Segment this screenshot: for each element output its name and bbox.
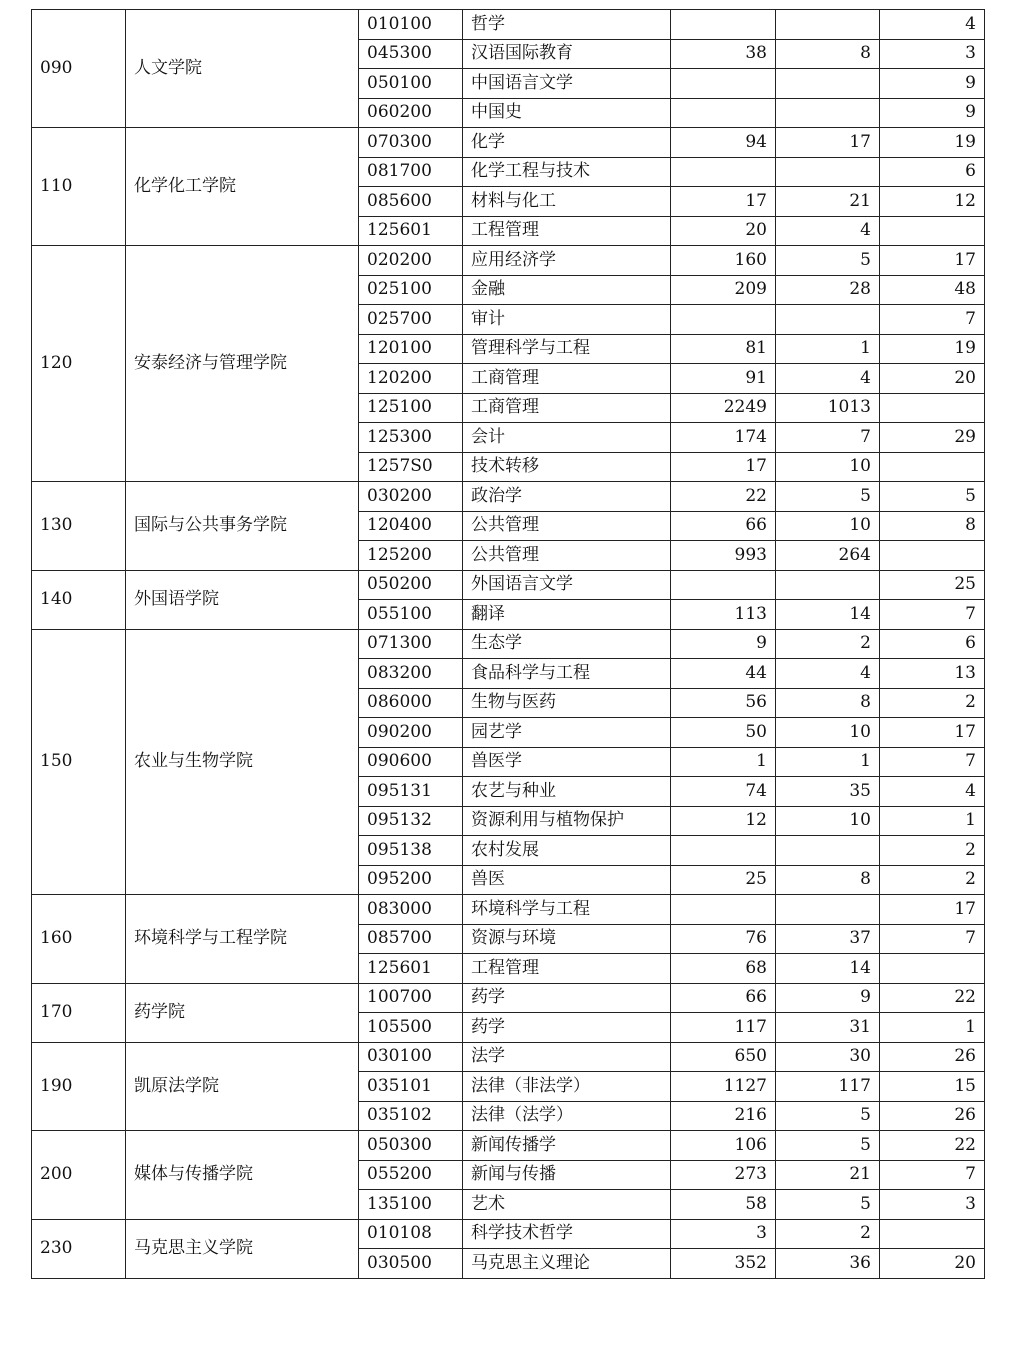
major-name: 兽医 [463, 865, 671, 895]
major-code: 120400 [359, 511, 463, 541]
college-code: 130 [32, 482, 126, 571]
count-col1: 58 [671, 1190, 776, 1220]
count-col1: 273 [671, 1160, 776, 1190]
major-code: 125100 [359, 393, 463, 423]
college-name: 安泰经济与管理学院 [126, 246, 359, 482]
major-name: 化学工程与技术 [463, 157, 671, 187]
count-col1: 9 [671, 629, 776, 659]
count-col3: 20 [880, 364, 985, 394]
major-name: 外国语言文学 [463, 570, 671, 600]
count-col3: 48 [880, 275, 985, 305]
count-col3: 19 [880, 334, 985, 364]
college-code: 120 [32, 246, 126, 482]
major-code: 086000 [359, 688, 463, 718]
major-code: 090200 [359, 718, 463, 748]
count-col2: 1 [776, 334, 880, 364]
major-code: 100700 [359, 983, 463, 1013]
count-col2: 36 [776, 1249, 880, 1279]
college-name: 环境科学与工程学院 [126, 895, 359, 984]
count-col3 [880, 541, 985, 571]
major-code: 010108 [359, 1219, 463, 1249]
count-col2 [776, 10, 880, 40]
count-col3: 26 [880, 1101, 985, 1131]
table-row [32, 570, 985, 600]
major-code: 120100 [359, 334, 463, 364]
count-col2: 10 [776, 511, 880, 541]
major-code: 035102 [359, 1101, 463, 1131]
count-col1: 352 [671, 1249, 776, 1279]
count-col1: 76 [671, 924, 776, 954]
count-col2: 30 [776, 1042, 880, 1072]
college-name: 凯原法学院 [126, 1042, 359, 1131]
count-col2: 28 [776, 275, 880, 305]
major-name: 应用经济学 [463, 246, 671, 276]
count-col1: 25 [671, 865, 776, 895]
count-col2: 5 [776, 246, 880, 276]
count-col3: 25 [880, 570, 985, 600]
count-col1: 12 [671, 806, 776, 836]
major-name: 科学技术哲学 [463, 1219, 671, 1249]
count-col1: 2249 [671, 393, 776, 423]
count-col1: 216 [671, 1101, 776, 1131]
major-code: 030100 [359, 1042, 463, 1072]
major-name: 会计 [463, 423, 671, 453]
count-col2 [776, 836, 880, 866]
count-col1: 91 [671, 364, 776, 394]
major-name: 工商管理 [463, 393, 671, 423]
count-col2 [776, 157, 880, 187]
major-code: 095131 [359, 777, 463, 807]
count-col2: 2 [776, 629, 880, 659]
major-name: 生物与医药 [463, 688, 671, 718]
table-row [32, 1219, 985, 1249]
count-col1: 74 [671, 777, 776, 807]
major-name: 马克思主义理论 [463, 1249, 671, 1279]
college-code: 160 [32, 895, 126, 984]
count-col3: 17 [880, 246, 985, 276]
major-code: 095138 [359, 836, 463, 866]
college-name: 马克思主义学院 [126, 1219, 359, 1278]
count-col3: 1 [880, 806, 985, 836]
major-name: 技术转移 [463, 452, 671, 482]
count-col1 [671, 895, 776, 925]
count-col2: 5 [776, 1190, 880, 1220]
count-col3: 29 [880, 423, 985, 453]
table-row [32, 10, 985, 40]
count-col1 [671, 157, 776, 187]
count-col1: 66 [671, 983, 776, 1013]
major-code: 085700 [359, 924, 463, 954]
count-col2: 14 [776, 600, 880, 630]
count-col1 [671, 10, 776, 40]
table-row [32, 629, 985, 659]
major-code: 045300 [359, 39, 463, 69]
major-code: 070300 [359, 128, 463, 158]
count-col1: 209 [671, 275, 776, 305]
table-body [32, 10, 985, 1279]
major-code: 050200 [359, 570, 463, 600]
major-name: 管理科学与工程 [463, 334, 671, 364]
college-name: 化学化工学院 [126, 128, 359, 246]
major-name: 园艺学 [463, 718, 671, 748]
college-name: 外国语学院 [126, 570, 359, 629]
count-col3: 7 [880, 1160, 985, 1190]
count-col1 [671, 69, 776, 99]
major-code: 060200 [359, 98, 463, 128]
major-code: 025700 [359, 305, 463, 335]
major-code: 025100 [359, 275, 463, 305]
count-col1: 650 [671, 1042, 776, 1072]
major-name: 农村发展 [463, 836, 671, 866]
major-name: 药学 [463, 983, 671, 1013]
major-name: 工程管理 [463, 954, 671, 984]
major-code: 030500 [359, 1249, 463, 1279]
count-col3: 3 [880, 1190, 985, 1220]
major-code: 083000 [359, 895, 463, 925]
major-code: 081700 [359, 157, 463, 187]
college-code: 140 [32, 570, 126, 629]
count-col3: 2 [880, 688, 985, 718]
count-col1: 50 [671, 718, 776, 748]
count-col3: 2 [880, 836, 985, 866]
college-code: 230 [32, 1219, 126, 1278]
count-col3: 4 [880, 10, 985, 40]
count-col3: 3 [880, 39, 985, 69]
count-col3: 17 [880, 895, 985, 925]
count-col2: 17 [776, 128, 880, 158]
major-code: 071300 [359, 629, 463, 659]
count-col1: 68 [671, 954, 776, 984]
count-col1: 17 [671, 452, 776, 482]
major-name: 新闻传播学 [463, 1131, 671, 1161]
major-name: 兽医学 [463, 747, 671, 777]
count-col3: 7 [880, 600, 985, 630]
count-col2: 5 [776, 1131, 880, 1161]
count-col1 [671, 305, 776, 335]
major-name: 中国史 [463, 98, 671, 128]
major-code: 010100 [359, 10, 463, 40]
count-col3: 7 [880, 924, 985, 954]
college-name: 国际与公共事务学院 [126, 482, 359, 571]
count-col1: 993 [671, 541, 776, 571]
count-col3: 13 [880, 659, 985, 689]
major-name: 翻译 [463, 600, 671, 630]
count-col2: 10 [776, 452, 880, 482]
college-name: 媒体与传播学院 [126, 1131, 359, 1220]
major-code: 055200 [359, 1160, 463, 1190]
major-code: 1257S0 [359, 452, 463, 482]
major-code: 105500 [359, 1013, 463, 1043]
major-name: 汉语国际教育 [463, 39, 671, 69]
major-code: 050100 [359, 69, 463, 99]
count-col1: 174 [671, 423, 776, 453]
major-name: 化学 [463, 128, 671, 158]
major-code: 095200 [359, 865, 463, 895]
count-col2: 4 [776, 659, 880, 689]
major-name: 法学 [463, 1042, 671, 1072]
count-col3: 2 [880, 865, 985, 895]
count-col1 [671, 98, 776, 128]
count-col2: 264 [776, 541, 880, 571]
major-name: 中国语言文学 [463, 69, 671, 99]
major-name: 工程管理 [463, 216, 671, 246]
count-col3: 22 [880, 1131, 985, 1161]
count-col3: 7 [880, 747, 985, 777]
table-row [32, 895, 985, 925]
college-code: 190 [32, 1042, 126, 1131]
count-col2: 5 [776, 482, 880, 512]
count-col2: 21 [776, 187, 880, 217]
count-col2: 4 [776, 364, 880, 394]
college-name: 农业与生物学院 [126, 629, 359, 895]
count-col1: 20 [671, 216, 776, 246]
count-col1: 94 [671, 128, 776, 158]
count-col3: 5 [880, 482, 985, 512]
count-col3 [880, 452, 985, 482]
count-col1: 22 [671, 482, 776, 512]
major-name: 资源与环境 [463, 924, 671, 954]
major-name: 药学 [463, 1013, 671, 1043]
count-col3 [880, 954, 985, 984]
count-col3: 9 [880, 98, 985, 128]
major-code: 135100 [359, 1190, 463, 1220]
count-col3: 15 [880, 1072, 985, 1102]
major-name: 材料与化工 [463, 187, 671, 217]
count-col1: 117 [671, 1013, 776, 1043]
table-row [32, 246, 985, 276]
count-col3: 26 [880, 1042, 985, 1072]
count-col2: 8 [776, 865, 880, 895]
count-col3 [880, 1219, 985, 1249]
count-col1: 106 [671, 1131, 776, 1161]
college-code: 200 [32, 1131, 126, 1220]
count-col2: 2 [776, 1219, 880, 1249]
count-col3: 17 [880, 718, 985, 748]
count-col2: 117 [776, 1072, 880, 1102]
major-code: 083200 [359, 659, 463, 689]
count-col2: 4 [776, 216, 880, 246]
count-col3: 6 [880, 157, 985, 187]
major-name: 食品科学与工程 [463, 659, 671, 689]
count-col3: 7 [880, 305, 985, 335]
major-name: 公共管理 [463, 541, 671, 571]
count-col2: 21 [776, 1160, 880, 1190]
count-col1: 66 [671, 511, 776, 541]
count-col1 [671, 570, 776, 600]
table-row [32, 128, 985, 158]
count-col2: 10 [776, 718, 880, 748]
admissions-table [31, 9, 985, 1279]
count-col1: 1127 [671, 1072, 776, 1102]
count-col1: 81 [671, 334, 776, 364]
count-col2: 9 [776, 983, 880, 1013]
count-col2: 8 [776, 688, 880, 718]
major-code: 125300 [359, 423, 463, 453]
major-name: 新闻与传播 [463, 1160, 671, 1190]
major-name: 哲学 [463, 10, 671, 40]
table-row [32, 482, 985, 512]
major-code: 055100 [359, 600, 463, 630]
count-col1: 56 [671, 688, 776, 718]
count-col2: 7 [776, 423, 880, 453]
count-col3: 8 [880, 511, 985, 541]
major-name: 资源利用与植物保护 [463, 806, 671, 836]
count-col3: 1 [880, 1013, 985, 1043]
major-name: 工商管理 [463, 364, 671, 394]
count-col1: 160 [671, 246, 776, 276]
major-code: 085600 [359, 187, 463, 217]
major-name: 生态学 [463, 629, 671, 659]
major-name: 艺术 [463, 1190, 671, 1220]
table-row [32, 1042, 985, 1072]
college-code: 090 [32, 10, 126, 128]
major-name: 法律（法学） [463, 1101, 671, 1131]
count-col1: 3 [671, 1219, 776, 1249]
major-name: 审计 [463, 305, 671, 335]
count-col3: 22 [880, 983, 985, 1013]
count-col2 [776, 570, 880, 600]
count-col1: 44 [671, 659, 776, 689]
major-code: 050300 [359, 1131, 463, 1161]
table-row [32, 983, 985, 1013]
major-code: 095132 [359, 806, 463, 836]
major-name: 农艺与种业 [463, 777, 671, 807]
college-code: 170 [32, 983, 126, 1042]
count-col2: 35 [776, 777, 880, 807]
count-col3: 9 [880, 69, 985, 99]
count-col1: 1 [671, 747, 776, 777]
count-col2: 1 [776, 747, 880, 777]
count-col2 [776, 305, 880, 335]
major-code: 125601 [359, 216, 463, 246]
count-col2: 5 [776, 1101, 880, 1131]
count-col3: 19 [880, 128, 985, 158]
count-col3: 20 [880, 1249, 985, 1279]
major-code: 125601 [359, 954, 463, 984]
count-col2: 1013 [776, 393, 880, 423]
major-name: 法律（非法学） [463, 1072, 671, 1102]
count-col3: 4 [880, 777, 985, 807]
count-col1: 17 [671, 187, 776, 217]
major-name: 金融 [463, 275, 671, 305]
major-code: 030200 [359, 482, 463, 512]
table-row [32, 1131, 985, 1161]
count-col2 [776, 98, 880, 128]
count-col2: 14 [776, 954, 880, 984]
major-code: 125200 [359, 541, 463, 571]
count-col2 [776, 895, 880, 925]
count-col1: 113 [671, 600, 776, 630]
count-col3: 6 [880, 629, 985, 659]
major-code: 090600 [359, 747, 463, 777]
count-col3 [880, 216, 985, 246]
college-name: 药学院 [126, 983, 359, 1042]
major-name: 政治学 [463, 482, 671, 512]
major-name: 公共管理 [463, 511, 671, 541]
count-col3: 12 [880, 187, 985, 217]
count-col1 [671, 836, 776, 866]
college-code: 110 [32, 128, 126, 246]
count-col2: 31 [776, 1013, 880, 1043]
major-code: 035101 [359, 1072, 463, 1102]
college-code: 150 [32, 629, 126, 895]
major-code: 020200 [359, 246, 463, 276]
count-col2: 37 [776, 924, 880, 954]
major-name: 环境科学与工程 [463, 895, 671, 925]
count-col2: 8 [776, 39, 880, 69]
count-col2: 10 [776, 806, 880, 836]
count-col3 [880, 393, 985, 423]
college-name: 人文学院 [126, 10, 359, 128]
count-col1: 38 [671, 39, 776, 69]
major-code: 120200 [359, 364, 463, 394]
count-col2 [776, 69, 880, 99]
